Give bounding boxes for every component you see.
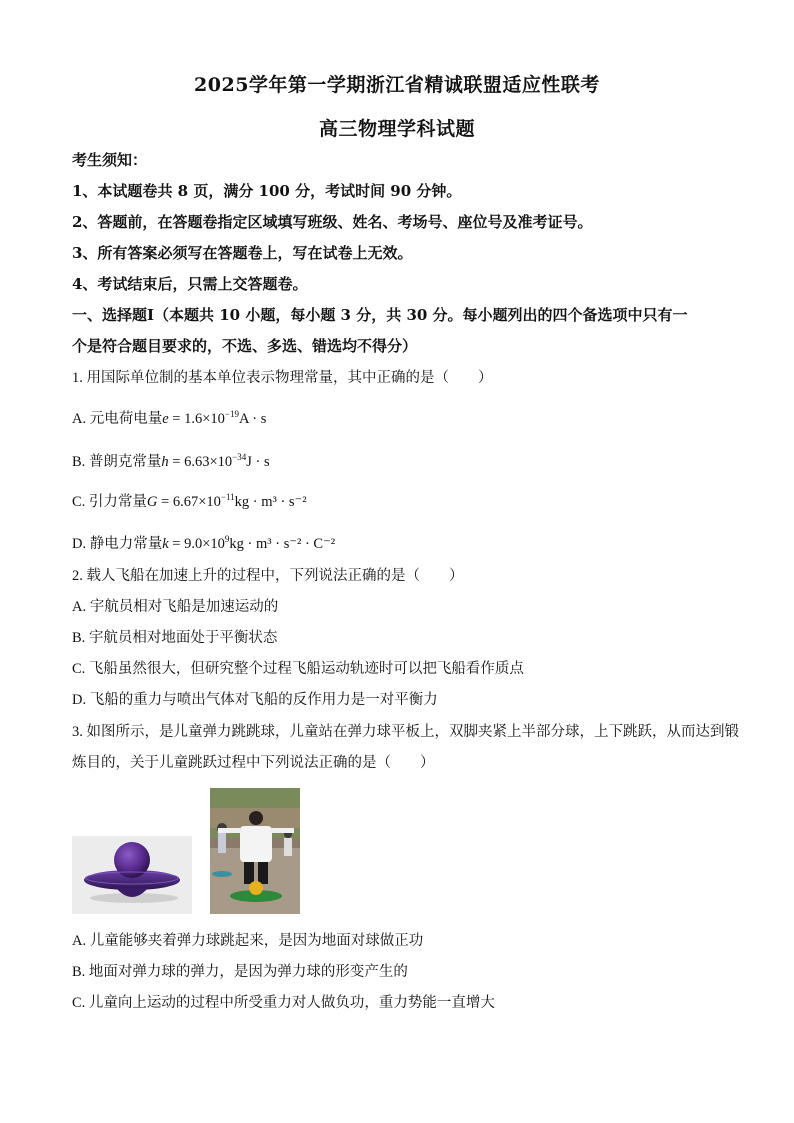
- child-jumping-drawing: [210, 788, 300, 914]
- q1-option-b: [72, 447, 732, 472]
- q1-option-c-unit: kg · m³ · s⁻²: [234, 494, 307, 510]
- q1-option-c-exp: −11: [220, 492, 235, 502]
- q2-stem: 2. 载人飞船在加速上升的过程中，下列说法正确的是（ ）: [72, 568, 464, 584]
- q1-option-c: [72, 487, 732, 512]
- q3-stem-line2: 炼目的，关于儿童跳跃过程中下列说法正确的是（ ）: [72, 755, 435, 771]
- q1-option-d-unit: kg · m³ · s⁻² · C⁻²: [229, 536, 336, 552]
- q1-option-b-var: h: [161, 454, 169, 470]
- q1-option-a-exp: −19: [224, 409, 239, 419]
- child-jumping-photo: [210, 788, 300, 914]
- q1-option-c-eq: = 6.67×10: [157, 494, 221, 510]
- notice-item-1: 1、本试题卷共 8 页，满分 100 分，考试时间 90 分钟。: [72, 182, 462, 200]
- q1-option-a-prefix: A. 元电荷电量: [72, 411, 163, 427]
- notice-item-3: 3、所有答案必须写在答题卷上，写在试卷上无效。: [72, 244, 413, 262]
- notice-item-2: 2、答题前，在答题卷指定区域填写班级、姓名、考场号、座位号及准考证号。: [72, 213, 593, 231]
- q2-option-d: D. 飞船的重力与喷出气体对飞船的反作用力是一对平衡力: [72, 692, 438, 708]
- section-heading-line2: 个是符合题目要求的，不选、多选、错选均不得分）: [72, 337, 418, 355]
- notice-item-4: 4、考试结束后，只需上交答题卷。: [72, 275, 308, 293]
- section-heading-line1: 一、选择题Ⅰ（本题共 10 小题，每小题 3 分，共 30 分。每小题列出的四个备选项中只有一: [72, 306, 688, 324]
- q3-stem-line1: 3. 如图所示，是儿童弹力跳跳球，儿童站在弹力球平板上，双脚夹紧上半部分球，上下跳跃，从而达到锻: [72, 724, 739, 740]
- q1-option-b-prefix: B. 普朗克常量: [72, 454, 162, 470]
- q1-option-b-eq: = 6.63×10: [168, 454, 233, 470]
- exam-subtitle: 高三物理学科试题: [318, 118, 475, 140]
- q1-option-b-exp: −34: [232, 452, 247, 462]
- q1-option-a-eq: = 1.6×10: [168, 411, 225, 427]
- notice-heading: 考生须知：: [72, 151, 148, 169]
- q2-option-a: A. 宇航员相对飞船是加速运动的: [72, 599, 279, 615]
- pogo-ball-drawing: [72, 836, 192, 914]
- q1-option-d-prefix: D. 静电力常量: [72, 536, 163, 552]
- q1-option-c-prefix: C. 引力常量: [72, 494, 147, 510]
- q1-option-d-exp: 9: [224, 534, 230, 544]
- q1-option-a: [72, 404, 732, 429]
- q1-stem: 1. 用国际单位制的基本单位表示物理常量，其中正确的是（ ）: [72, 370, 493, 386]
- q1-option-d: [72, 529, 732, 554]
- q2-option-c: C. 飞船虽然很大，但研究整个过程飞船运动轨迹时可以把飞船看作质点: [72, 661, 524, 677]
- q1-option-a-unit: A · s: [238, 411, 267, 427]
- q1-option-d-eq: = 9.0×10: [168, 536, 225, 552]
- q1-option-a-var: e: [162, 411, 169, 427]
- q3-option-b: B. 地面对弹力球的弹力，是因为弹力球的形变产生的: [72, 964, 408, 980]
- q1-option-d-var: k: [162, 536, 169, 552]
- q2-option-b: B. 宇航员相对地面处于平衡状态: [72, 630, 278, 646]
- exam-title: 2025学年第一学期浙江省精诚联盟适应性联考: [194, 74, 600, 96]
- q1-option-b-unit: J · s: [246, 454, 270, 470]
- q3-option-c: C. 儿童向上运动的过程中所受重力对人做负功，重力势能一直增大: [72, 995, 495, 1011]
- pogo-ball-image: [72, 836, 192, 914]
- q3-option-a: A. 儿童能够夹着弹力球跳起来，是因为地面对球做正功: [72, 933, 424, 949]
- q1-option-c-var: G: [146, 494, 158, 510]
